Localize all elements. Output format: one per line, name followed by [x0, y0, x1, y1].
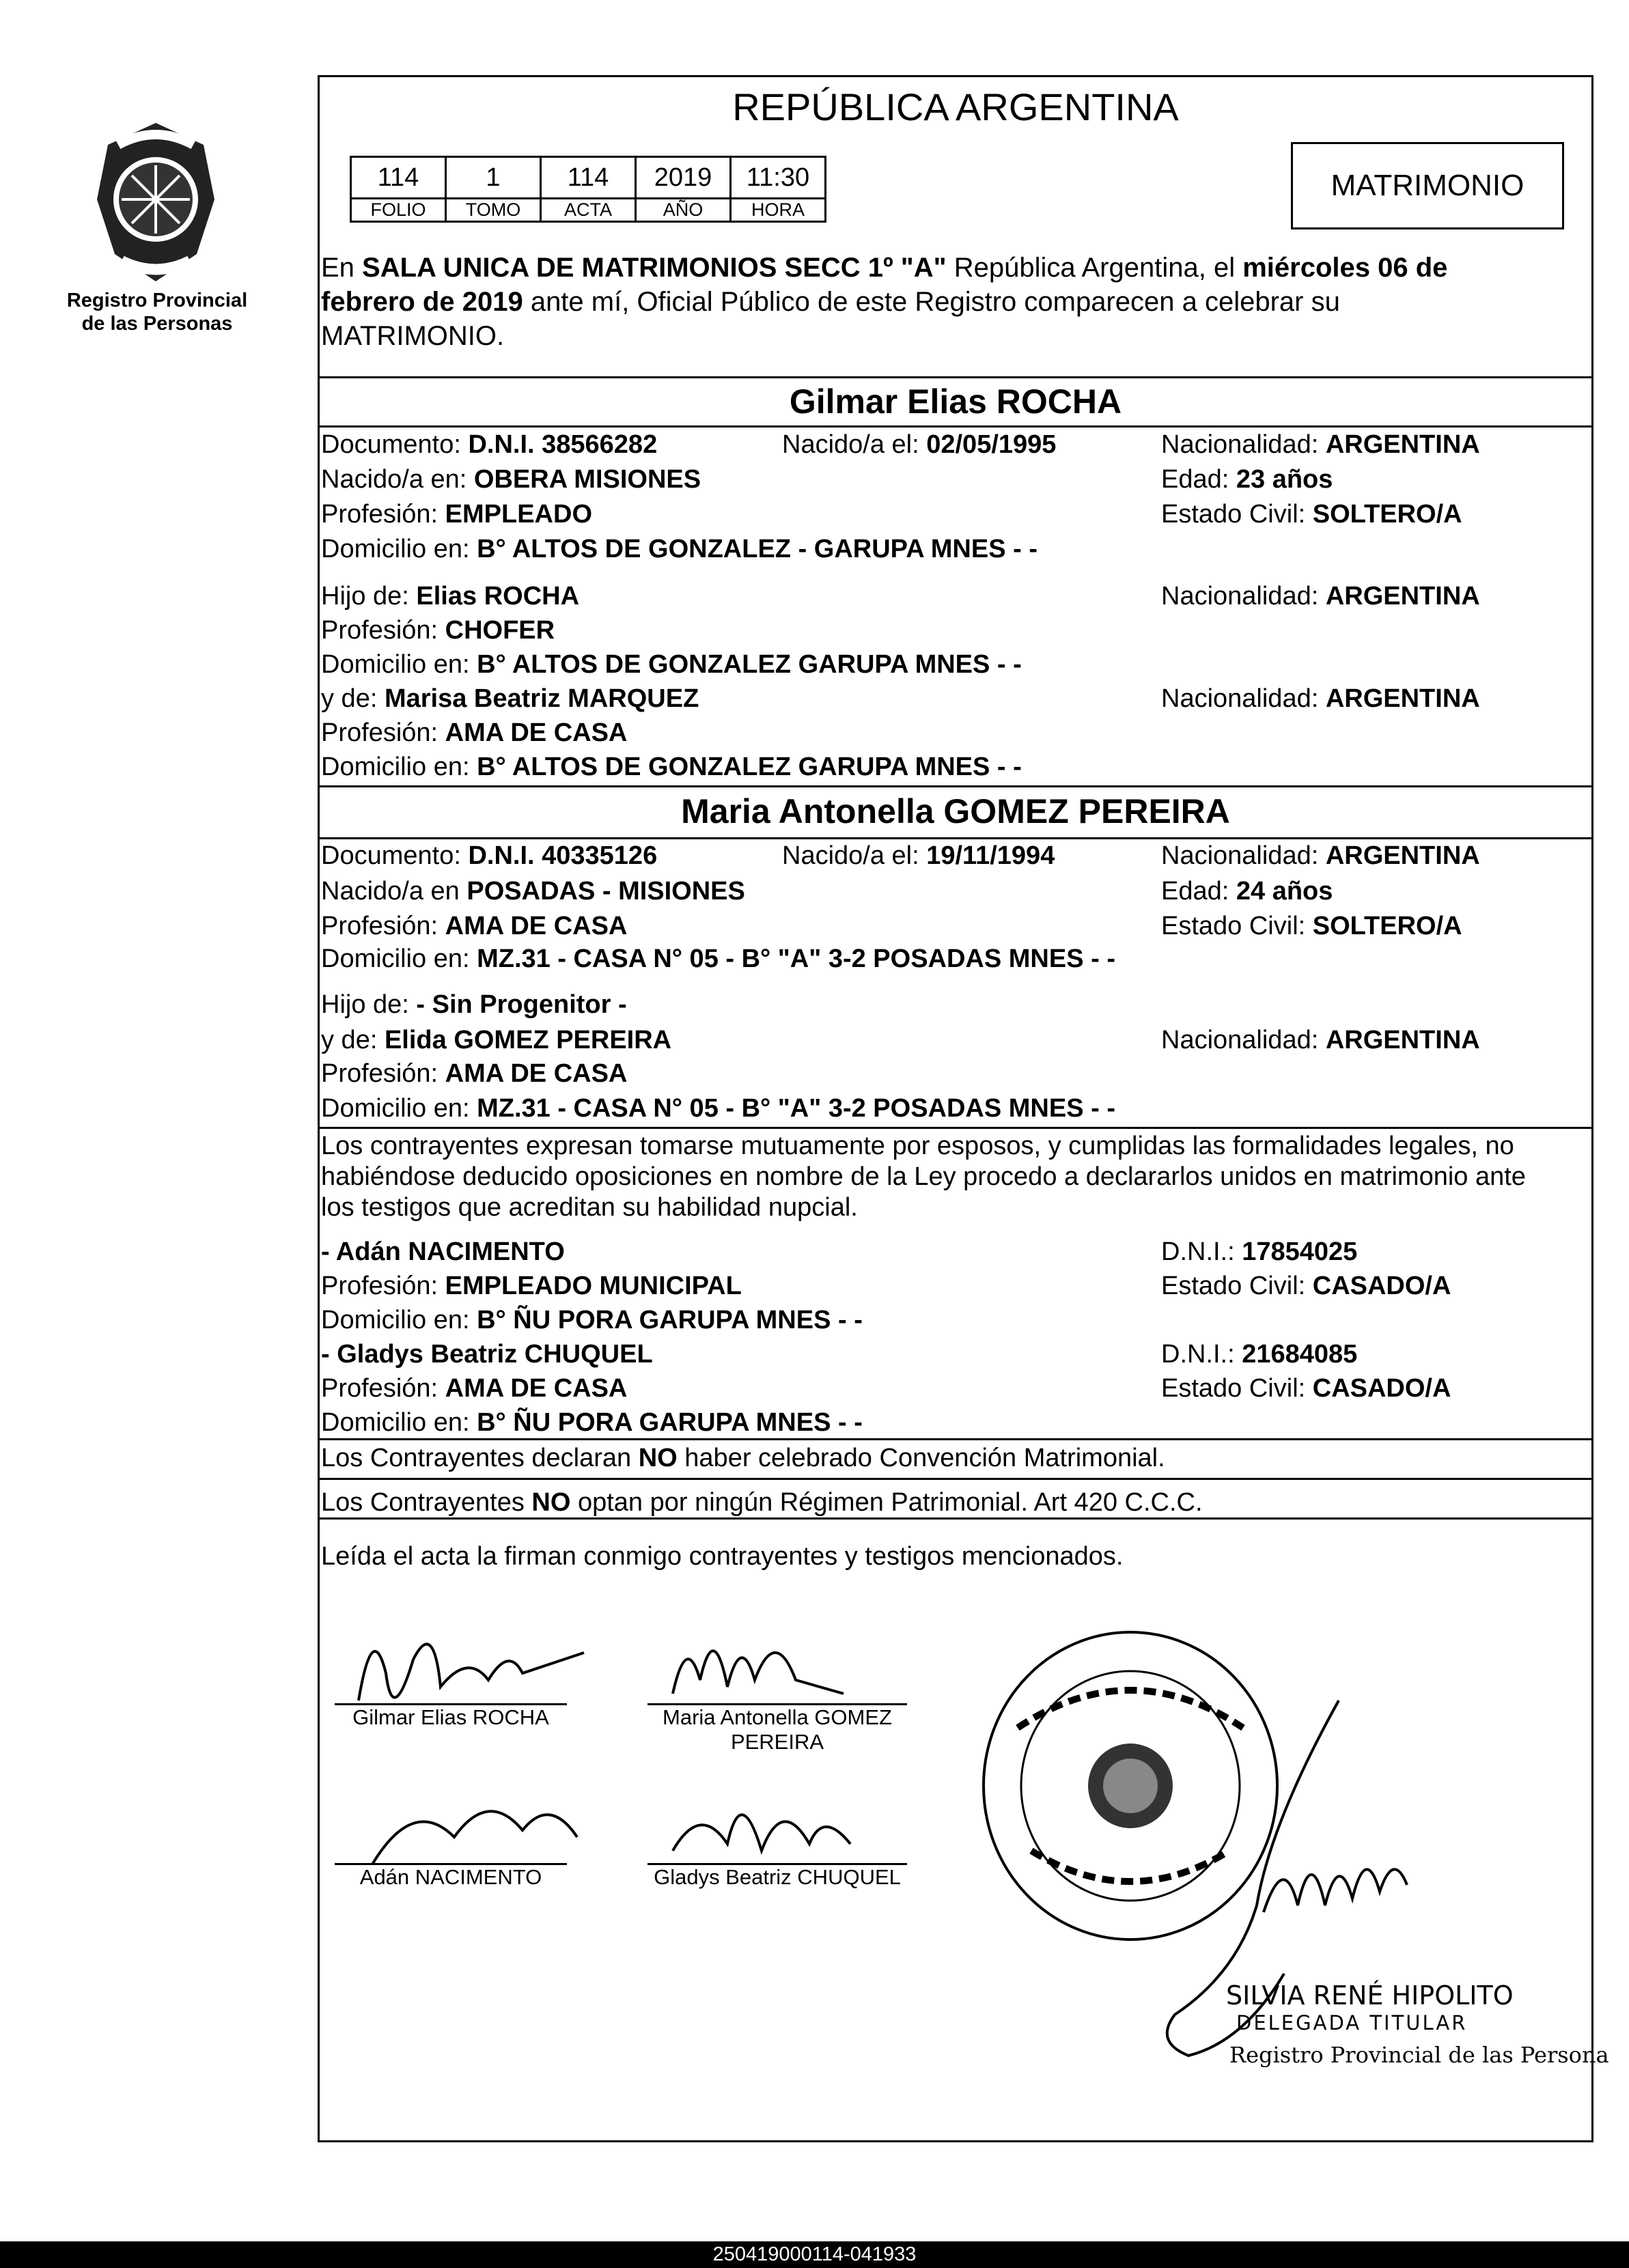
- record-type-box: [1291, 142, 1564, 229]
- intro-text: ante mí, Oficial Público de este Registro comparecen a celebrar su: [523, 287, 1340, 317]
- spouse1-mother-nationality: Nacionalidad: ARGENTINA: [1161, 684, 1480, 713]
- spouse1-father-address: Domicilio en: B° ALTOS DE GONZALEZ GARUPA MNES - -: [321, 650, 1022, 679]
- tomo-label: TOMO: [446, 199, 541, 222]
- folio-value: 114: [351, 157, 446, 199]
- spouse1-father-nationality: Nacionalidad: ARGENTINA: [1161, 582, 1480, 611]
- spouse1-father: Hijo de: Elias ROCHA: [321, 582, 580, 611]
- witness2-civil-status: Estado Civil: CASADO/A: [1161, 1374, 1451, 1403]
- spouse1-birth-place: Nacido/a en: OBERA MISIONES: [321, 465, 701, 494]
- spouse2-mother: y de: Elida GOMEZ PEREIRA: [321, 1026, 672, 1054]
- spouse2-document: Documento: D.N.I. 40335126: [321, 841, 658, 870]
- intro-line-3: MATRIMONIO.: [321, 321, 505, 351]
- spouse1-mother-profession: Profesión: AMA DE CASA: [321, 718, 628, 747]
- official-name: SILVIA RENÉ HIPOLITO: [1226, 1980, 1514, 2011]
- registry-caption: [58, 289, 256, 335]
- spouse2-mother-address: Domicilio en: MZ.31 - CASA N° 05 - B° "A" 3-2 POSADAS MNES - -: [321, 1094, 1115, 1123]
- closing-text: Leída el acta la firman conmigo contrayentes y testigos mencionados.: [321, 1542, 1124, 1571]
- official-office: Registro Provincial de las Persona: [1229, 2042, 1609, 2068]
- spouse2-father: Hijo de: - Sin Progenitor -: [321, 990, 627, 1019]
- footer-code: 250419000114-041933: [712, 2243, 917, 2265]
- spouse1-mother: y de: Marisa Beatriz MARQUEZ: [321, 684, 699, 713]
- declaration-line-2: habiéndose deducido oposiciones en nombre de la Ley procedo a declararlos unidos en matrimonio ante: [321, 1162, 1526, 1191]
- spouse2-name: Maria Antonella GOMEZ PEREIRA: [681, 792, 1230, 830]
- intro-line-2: [321, 285, 1340, 318]
- spouse1-address: Domicilio en: B° ALTOS DE GONZALEZ - GARUPA MNES - -: [321, 535, 1038, 563]
- ceremony-date: febrero de 2019: [321, 287, 523, 317]
- intro-line-1: [321, 251, 1447, 284]
- spouse1-civil-status: Estado Civil: SOLTERO/A: [1161, 500, 1462, 529]
- divider: [318, 425, 1593, 428]
- spouse2-address: Domicilio en: MZ.31 - CASA N° 05 - B° "A" 3-2 POSADAS MNES - -: [321, 944, 1115, 973]
- divider: [318, 1438, 1593, 1440]
- signature-gilmar: [359, 1644, 584, 1701]
- spouse1-age: Edad: 23 años: [1161, 465, 1333, 494]
- official-role: DELEGADA TITULAR: [1236, 2011, 1468, 2034]
- witness1-profession: Profesión: EMPLEADO MUNICIPAL: [321, 1272, 742, 1300]
- signature-caption-gladys: Gladys Beatriz CHUQUEL: [654, 1865, 901, 1889]
- witness2-name: - Gladys Beatriz CHUQUEL: [321, 1340, 653, 1369]
- spouse2-nationality: Nacionalidad: ARGENTINA: [1161, 841, 1480, 870]
- divider: [318, 376, 1593, 378]
- time-value: 11:30: [731, 157, 826, 199]
- declaration-line-3: los testigos que acreditan su habilidad nupcial.: [321, 1193, 858, 1222]
- spouse2-birth-date: Nacido/a el: 19/11/1994: [782, 841, 1055, 870]
- registry-line-2: de las Personas: [81, 313, 233, 335]
- folio-table: [350, 156, 826, 223]
- intro-text: República Argentina, el: [946, 253, 1243, 283]
- witness1-address: Domicilio en: B° ÑU PORA GARUPA MNES - -: [321, 1306, 863, 1334]
- spouse1-birth-date: Nacido/a el: 02/05/1995: [782, 430, 1057, 459]
- year-value: 2019: [636, 157, 731, 199]
- acta-value: 114: [541, 157, 636, 199]
- spouse1-nationality: Nacionalidad: ARGENTINA: [1161, 430, 1480, 459]
- registry-line-1: Registro Provincial: [66, 290, 248, 311]
- divider: [318, 837, 1593, 839]
- divider: [318, 785, 1593, 787]
- signature-gladys: [673, 1815, 850, 1851]
- signature-caption-adan: Adán NACIMENTO: [359, 1865, 542, 1889]
- witness1-name: - Adán NACIMENTO: [321, 1237, 565, 1266]
- spouse2-age: Edad: 24 años: [1161, 877, 1333, 906]
- spouse2-profession: Profesión: AMA DE CASA: [321, 912, 628, 940]
- spouse1-father-profession: Profesión: CHOFER: [321, 616, 555, 645]
- footer-bar: [0, 2241, 1629, 2268]
- time-label: HORA: [731, 199, 826, 222]
- province-seal-logo: [81, 117, 231, 288]
- signature-scribbles: [318, 1591, 932, 1960]
- signature-caption-gilmar: Gilmar Elias ROCHA: [352, 1705, 549, 1729]
- witness2-profession: Profesión: AMA DE CASA: [321, 1374, 628, 1403]
- spouse1-profession: Profesión: EMPLEADO: [321, 500, 593, 529]
- convention-line-1: Los Contrayentes declaran NO haber celebrado Convención Matrimonial.: [321, 1444, 1165, 1472]
- divider: [318, 1127, 1593, 1129]
- witness2-dni: D.N.I.: 21684085: [1161, 1340, 1358, 1369]
- spouse2-mother-profession: Profesión: AMA DE CASA: [321, 1059, 628, 1088]
- signature-maria: [673, 1651, 844, 1694]
- year-label: AÑO: [636, 199, 731, 222]
- intro-text: En: [321, 253, 363, 283]
- acta-label: ACTA: [541, 199, 636, 222]
- record-type: MATRIMONIO: [1331, 169, 1524, 202]
- spouse1-document: Documento: D.N.I. 38566282: [321, 430, 658, 459]
- folio-label: FOLIO: [351, 199, 446, 222]
- convention-line-2: Los Contrayentes NO optan por ningún Régimen Patrimonial. Art 420 C.C.C.: [321, 1488, 1203, 1517]
- spouse2-birth-place: Nacido/a en POSADAS - MISIONES: [321, 877, 745, 906]
- declaration-line-1: Los contrayentes expresan tomarse mutuamente por esposos, y cumplidas las formalidades legales, no: [321, 1132, 1514, 1160]
- signature-caption-maria: Maria Antonella GOMEZ PEREIRA: [663, 1705, 892, 1754]
- spouse2-civil-status: Estado Civil: SOLTERO/A: [1161, 912, 1462, 940]
- witness1-dni: D.N.I.: 17854025: [1161, 1237, 1358, 1266]
- tomo-value: 1: [446, 157, 541, 199]
- signature-adan: [372, 1811, 577, 1864]
- spouse2-mother-nationality: Nacionalidad: ARGENTINA: [1161, 1026, 1480, 1054]
- witness1-civil-status: Estado Civil: CASADO/A: [1161, 1272, 1451, 1300]
- office-name: SALA UNICA DE MATRIMONIOS SECC 1º "A": [362, 253, 947, 283]
- witness2-address: Domicilio en: B° ÑU PORA GARUPA MNES - -: [321, 1408, 863, 1437]
- spouse1-name: Gilmar Elias ROCHA: [789, 382, 1122, 421]
- spouse1-mother-address: Domicilio en: B° ALTOS DE GONZALEZ GARUPA MNES - -: [321, 753, 1022, 781]
- page-title: REPÚBLICA ARGENTINA: [732, 85, 1179, 128]
- divider: [318, 1478, 1593, 1480]
- ceremony-day: miércoles 06 de: [1242, 253, 1448, 283]
